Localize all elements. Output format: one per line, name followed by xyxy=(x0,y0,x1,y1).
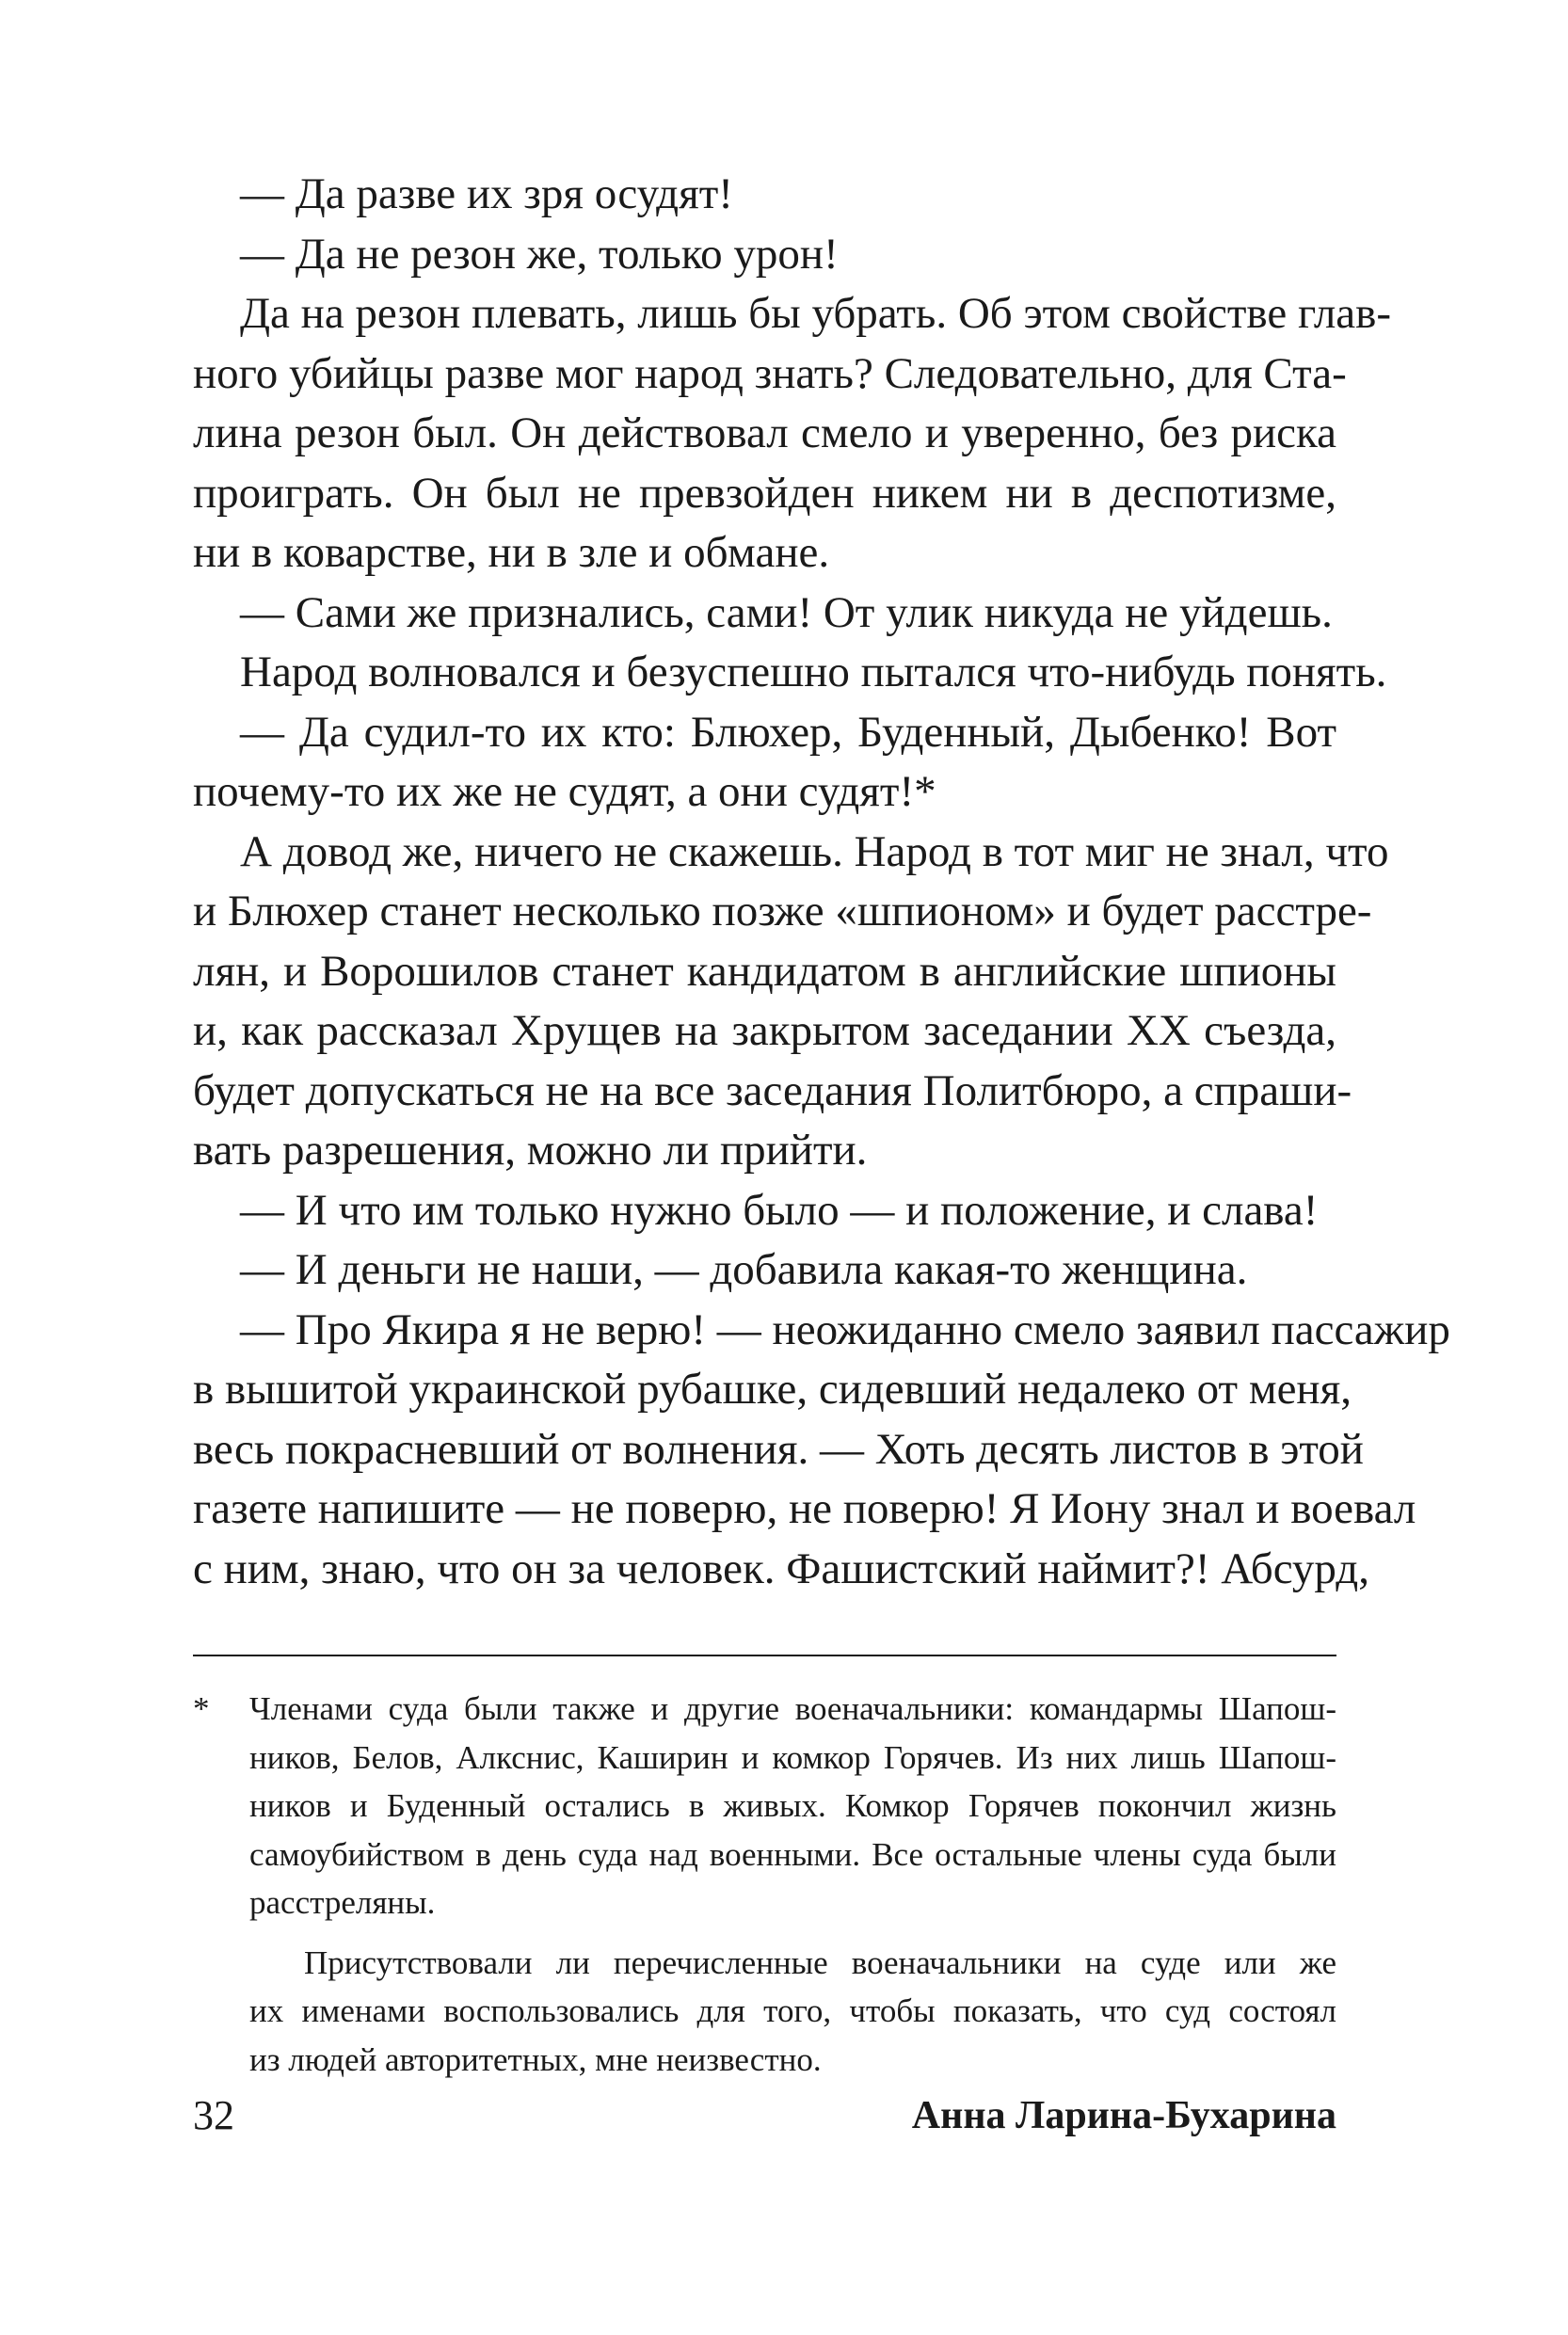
text-line: и, как рассказал Хрущев на закрытом заседании XX съезда, xyxy=(193,1006,1336,1055)
text-line: — Да судил-то их кто: Блюхер, Буденный, Дыбенко! Вот xyxy=(240,707,1336,757)
footnote-line: Членами суда были также и другие военачальники: командармы Шапош- xyxy=(249,1690,1336,1727)
text-line: вать разрешения, можно ли прийти. xyxy=(193,1126,868,1175)
text-line: будет допускаться не на все заседания Политбюро, а спраши- xyxy=(193,1065,1352,1115)
text-line: с ним, знаю, что он за человек. Фашистский наймит?! Абсурд, xyxy=(193,1543,1369,1593)
text-line: — И что им только нужно было — и положение, и слава! xyxy=(240,1185,1319,1235)
text-line: Да на резон плевать, лишь бы убрать. Об этом свойстве глав- xyxy=(240,289,1392,338)
text-line: — И деньги не наши, — добавила какая-то женщина. xyxy=(240,1245,1248,1294)
text-line: — Да не резон же, только урон! xyxy=(240,229,839,279)
text-line: весь покрасневший от волнения. — Хоть десять листов в этой xyxy=(193,1424,1364,1474)
text-line: и Блюхер станет несколько позже «шпионом» и будет расстре- xyxy=(193,887,1372,936)
main-text-block xyxy=(193,165,1450,1599)
footnote-line: из людей авторитетных, мне неизвестно. xyxy=(249,2040,822,2078)
text-line: ни в коварстве, ни в зле и обмане. xyxy=(193,528,830,577)
text-line: почему-то их же не судят, а они судят!* xyxy=(193,767,936,816)
footnote-marker: * xyxy=(193,1690,210,1727)
page-number: 32 xyxy=(193,2092,234,2138)
text-line: — Про Якира я не верю! — неожиданно смело заявил пассажир xyxy=(240,1304,1450,1354)
text-line: в вышитой украинской рубашке, сидевший недалеко от меня, xyxy=(193,1365,1352,1414)
footnote-line: Присутствовали ли перечисленные военачальники на суде или же xyxy=(304,1943,1336,1981)
footnote-paragraph-gap xyxy=(193,1927,1336,1939)
footnote-separator xyxy=(193,1655,1336,1656)
running-head-author: Анна Ларина-Бухарина xyxy=(911,2094,1336,2137)
footnote-line: ников и Буденный остались в живых. Комкор Горячев покончил жизнь xyxy=(249,1787,1336,1824)
text-line: ного убийцы разве мог народ знать? Следовательно, для Ста- xyxy=(193,348,1347,398)
footnote-line: ников, Белов, Алкснис, Каширин и комкор Горячев. Из них лишь Шапош- xyxy=(249,1738,1336,1776)
text-line: А довод же, ничего не скажешь. Народ в тот миг не знал, что xyxy=(240,826,1389,876)
footnote-line: расстреляны. xyxy=(249,1884,436,1921)
text-line: проиграть. Он был не превзойден никем ни в деспотизме, xyxy=(193,468,1336,518)
text-line: лян, и Ворошилов станет кандидатом в английские шпионы xyxy=(193,946,1336,996)
text-line: Народ волновался и безуспешно пытался что-нибудь понять. xyxy=(240,648,1387,696)
footnote-line: их именами воспользовались для того, чтобы показать, что суд состоял xyxy=(249,1992,1336,2029)
text-line: газете напишите — не поверю, не поверю! Я Иону знал и воевал xyxy=(193,1484,1416,1533)
text-line: — Сами же признались, сами! От улик никуда не уйдешь. xyxy=(240,587,1333,637)
footnote-line: самоубийством в день суда над военными. Все остальные члены суда были xyxy=(249,1835,1336,1873)
text-line: — Да разве их зря осудят! xyxy=(240,169,733,218)
text-line: лина резон был. Он действовал смело и уверенно, без риска xyxy=(193,408,1336,457)
footnote-block xyxy=(193,1685,1336,2084)
